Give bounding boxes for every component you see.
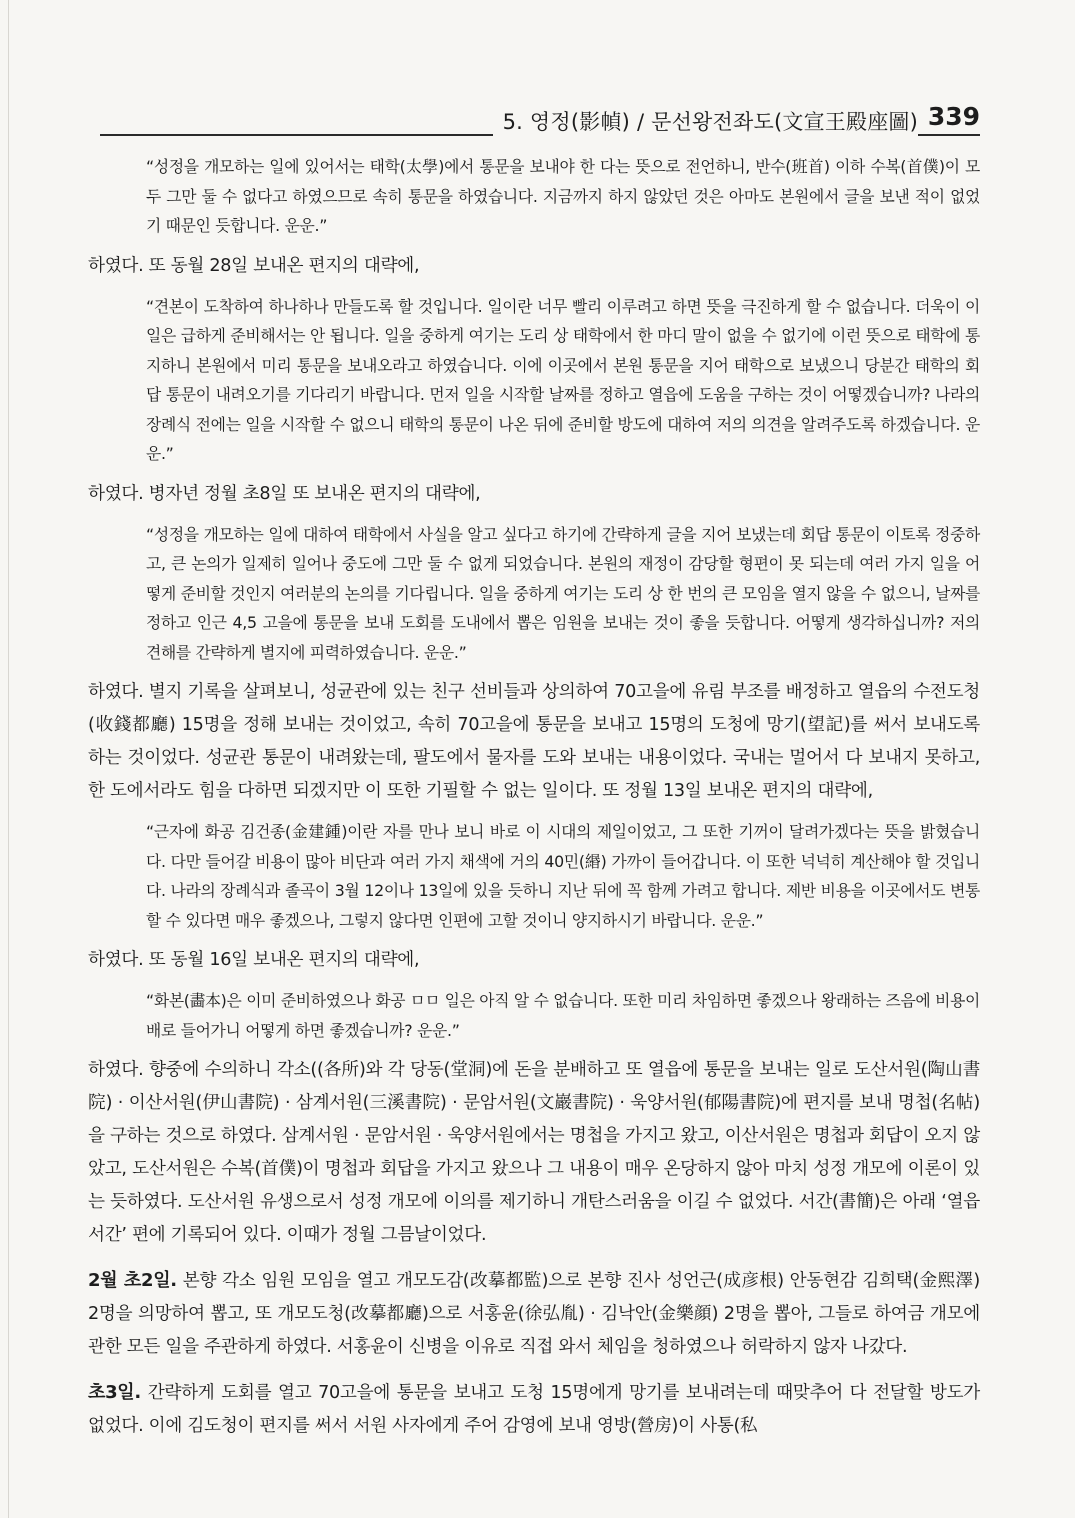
letter-quote: “성정을 개모하는 일에 대하여 태학에서 사실을 알고 싶다고 하기에 간략하게 글을 지어 보냈는데 회답 통문이 이토록 정중하고, 큰 논의가 일제히 일어나 중도에 그만 둘 수 없게 되었습니다. 본원의 재정이 감당할 형편이 못 되는데 여러 가지 일을 어떻게 준비할 것인지 여러분의 논의를 기다립니다. 일을 중하게 여기는 도리 상 한 번의 큰 모임을 열지 않을 수 없으니, 날짜를 정하고 인근 4,5 고을에 통문을 보내 도회를 도내에서 뽑은 임원을 보내는 것이 좋을 듯합니다. 어떻게 생각하십니까? 저의 견해를 간략하게 별지에 피력하였습니다. 운운.” [146, 524, 980, 662]
page-number: 339 [918, 102, 980, 131]
dated-entry [88, 1376, 980, 1443]
letter-quote: “근자에 화공 김건종(金建鍾)이란 자를 만나 보니 바로 이 시대의 제일이었고, 그 또한 기꺼이 달려가겠다는 뜻을 밝혔습니다. 다만 들어갈 비용이 많아 비단과 여러 가지 채색에 거의 40민(緡) 가까이 들어갑니다. 이 또한 넉넉히 계산해야 할 것입니다. 나라의 장례식과 졸곡이 3월 12이나 13일에 있을 듯하니 지난 뒤에 꼭 함께 가려고 합니다. 제반 비용을 이곳에서도 변통할 수 있다면 매우 좋겠으나, 그렇지 않다면 인편에 고할 것이니 양지하시기 바랍니다. 운운.” [146, 822, 980, 930]
entry-text: 본향 각소 임원 모임을 열고 개모도감(改摹都監)으로 본향 진사 성언근(成彦根) 안동현감 김희택(金熙澤) 2명을 의망하여 뽑고, 또 개모도청(改摹都廳)으로 서홍윤(徐弘胤) · 김낙안(金樂顔) 2명을 뽑아, 그들로 하여금 개모에 관한 모든 일을 주관하게 하였다. 서홍윤이 신병을 이유로 직접 와서 체임을 청하였으나 허락하지 않자 나갔다. [88, 1271, 980, 1357]
letter-quote: “성정을 개모하는 일에 있어서는 태학(太學)에서 통문을 보내야 한 다는 뜻으로 전언하니, 반수(班首) 이하 수복(首僕)이 모두 그만 둘 수 없다고 하였으므로 속히 통문을 하였습니다. 지금까지 하지 않았던 것은 아마도 본원에서 글을 보낸 적이 없었기 때문인 듯합니다. 운운.” [146, 157, 980, 235]
page-spine-shadow [8, 0, 9, 1518]
running-title: 5. 영정(影幀) / 문선왕전좌도(文宣王殿座圖) [493, 106, 918, 136]
letter-quote: “화본(畵本)은 이미 준비하였으나 화공 ㅁㅁ 일은 아직 알 수 없습니다. 또한 미리 차임하면 좋겠으나 왕래하는 즈음에 비용이 배로 들어가니 어떻게 하면 좋겠습니까? 운운.” [146, 991, 980, 1040]
entry-date: 초3일. [88, 1382, 141, 1403]
body-paragraph: 하였다. 향중에 수의하니 각소((各所)와 각 당동(堂洞)에 돈을 분배하고 또 열읍에 통문을 보내는 일로 도산서원(陶山書院) · 이산서원(伊山書院) · 삼계서원(三溪書院) · 문암서원(文巖書院) · 욱양서원(郁陽書院)에 편지를 보내 명첩(名帖)을 구하는 것으로 하였다. 삼계서원 · 문암서원 · 욱양서원에서는 명첩을 가지고 왔고, 이산서원은 명첩과 회답이 오지 않았고, 도산서원은 수복(首僕)이 명첩과 회답을 가지고 왔으나 그 내용이 매우 온당하지 않아 마치 성정 개모에 이론이 있는 듯하였다. 도산서원 유생으로서 성정 개모에 이의를 제기하니 개탄스러움을 이길 수 없었다. 서간(書簡)은 아래 ‘열읍 서간’ 편에 기록되어 있다. 이때가 정월 그믐날이었다. [88, 1060, 980, 1245]
running-header [100, 102, 980, 142]
entry-text: 간략하게 도회를 열고 70고을에 통문을 보내고 도청 15명에게 망기를 보내려는데 때맞추어 다 전달할 방도가 없었다. 이에 김도청이 편지를 써서 서원 사자에게 주어 감영에 보내 영방(營房)이 사통(私 [88, 1383, 980, 1436]
dated-entry [88, 1264, 980, 1364]
body-paragraph: 하였다. 별지 기록을 살펴보니, 성균관에 있는 친구 선비들과 상의하여 70고을에 유림 부조를 배정하고 열읍의 수전도청(收錢都廳) 15명을 정해 보내는 것이었고, 속히 70고을에 통문을 보내고 15명의 도청에 망기(望記)를 써서 보내도록 하는 것이었다. 성균관 통문이 내려왔는데, 팔도에서 물자를 도와 보내는 내용이었다. 국내는 멀어서 다 보내지 못하고, 한 도에서라도 힘을 다하면 되겠지만 이 또한 기필할 수 없는 일이다. 또 정월 13일 보내온 편지의 대략에, [88, 682, 980, 801]
entry-date: 2월 초2일. [88, 1270, 177, 1291]
letter-quote: “견본이 도착하여 하나하나 만들도록 할 것입니다. 일이란 너무 빨리 이루려고 하면 뜻을 극진하게 할 수 없습니다. 더욱이 이 일은 급하게 준비해서는 안 됩니다. 일을 중하게 여기는 도리 상 태학에서 한 마디 말이 없을 수 없기에 이런 뜻으로 태학에 통지하니 본원에서 미리 통문을 보내오라고 하였습니다. 이에 이곳에서 본원 통문을 지어 태학으로 보냈으니 당분간 태학의 회답 통문이 내려오기를 기다리기 바랍니다. 먼저 일을 시작할 날짜를 정하고 열읍에 도움을 구하는 것이 어떻겠습니까? 나라의 장례식 전에는 일을 시작할 수 없으니 태학의 통문이 나온 뒤에 준비할 방도에 대하여 저의 의견을 알려주도록 하겠습니다. 운운.” [146, 296, 980, 463]
body-paragraph: 하였다. 병자년 정월 초8일 또 보내온 편지의 대략에, [88, 483, 481, 504]
body-paragraph: 하였다. 또 동월 28일 보내온 편지의 대략에, [88, 255, 420, 276]
page-body [88, 152, 980, 1452]
body-paragraph: 하였다. 또 동월 16일 보내온 편지의 대략에, [88, 950, 420, 970]
